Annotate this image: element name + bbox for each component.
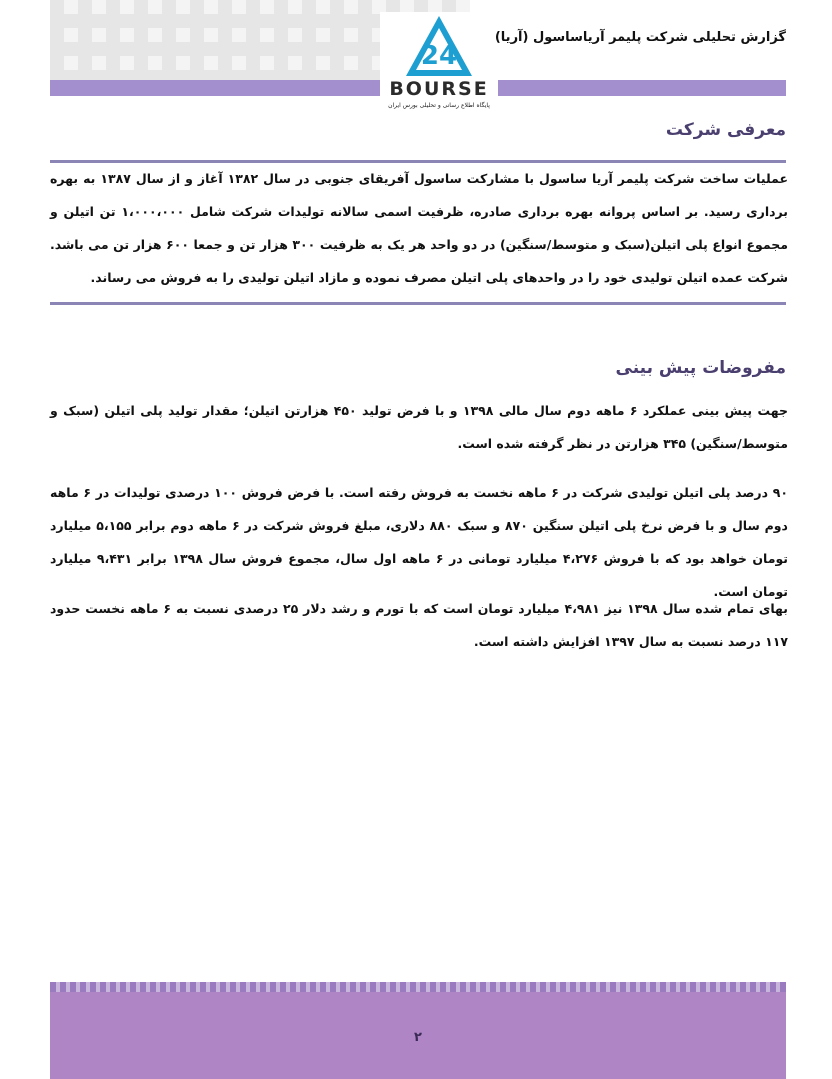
report-title: گزارش تحلیلی شرکت پلیمر آریاساسول (آریا) [494,30,786,45]
section-title-forecast-assumptions: مفروضات پیش بینی [615,358,786,378]
company-intro-paragraph: عملیات ساخت شرکت پلیمر آریا ساسول با مشارکت ساسول آفریقای جنوبی در سال ۱۳۸۲ آغاز و از سال ۱۳۸۷ به بهره برداری رسید. بر اساس پروانه بهره برداری صادره، ظرفیت اسمی سالانه تولیدات شرکت شامل ۱،۰۰۰،۰۰۰ تن اتیلن و مجموع انواع پلی اتیلن(سبک و متوسط/سنگین) در دو واحد هر یک به ظرفیت ۳۰۰ هزار تن و جمعا ۶۰۰ هزار تن می باشد. شرکت عمده اتیلن تولیدی خود را در واحدهای پلی اتیلن مصرف نموده و مازاد اتیلن تولیدی را به فروش می رساند. [50,171,788,285]
logo-wordmark: BOURSE [389,78,489,100]
assumption-paragraph-cost: بهای تمام شده سال ۱۳۹۸ نیز ۴،۹۸۱ میلیارد تومان است که با تورم و رشد دلار ۲۵ درصدی نسبت به ۶ ماهه نخست حدود ۱۱۷ درصد نسبت به سال ۱۳۹۷ افزایش داشته است. [50,601,788,649]
page-number: ۲ [414,1030,422,1045]
logo-triangle-icon [404,14,474,80]
section-divider-bottom [50,302,786,305]
logo-number: 24 [420,41,458,71]
assumption-paragraph-production: جهت پیش بینی عملکرد ۶ ماهه دوم سال مالی ۱۳۹۸ و با فرض تولید ۴۵۰ هزارتن اتیلن؛ مقدار تولید پلی اتیلن (سبک و متوسط/سنگین) ۳۴۵ هزارتن در نظر گرفته شده است. [50,403,788,451]
bourse24-logo [380,12,498,112]
footer-stripe [50,982,786,992]
assumption-paragraph-sales: ۹۰ درصد پلی اتیلن تولیدی شرکت در ۶ ماهه نخست به فروش رفته است. با فرض فروش ۱۰۰ درصدی تولیدات در ۶ ماهه دوم سال و با فرض نرخ پلی اتیلن سنگین ۸۷۰ و سبک ۸۸۰ دلاری، مبلغ فروش شرکت در ۶ ماهه دوم برابر ۵،۱۵۵ میلیارد تومان خواهد بود که با فروش ۴،۲۷۶ میلیارد تومانی در ۶ ماهه اول سال، مجموع فروش سال ۱۳۹۸ برابر ۹،۴۳۱ میلیارد تومان است. [50,485,788,599]
section-title-company-intro: معرفی شرکت [665,120,786,140]
logo-tagline: پایگاه اطلاع رسانی و تحلیلی بورس ایران [388,102,490,109]
